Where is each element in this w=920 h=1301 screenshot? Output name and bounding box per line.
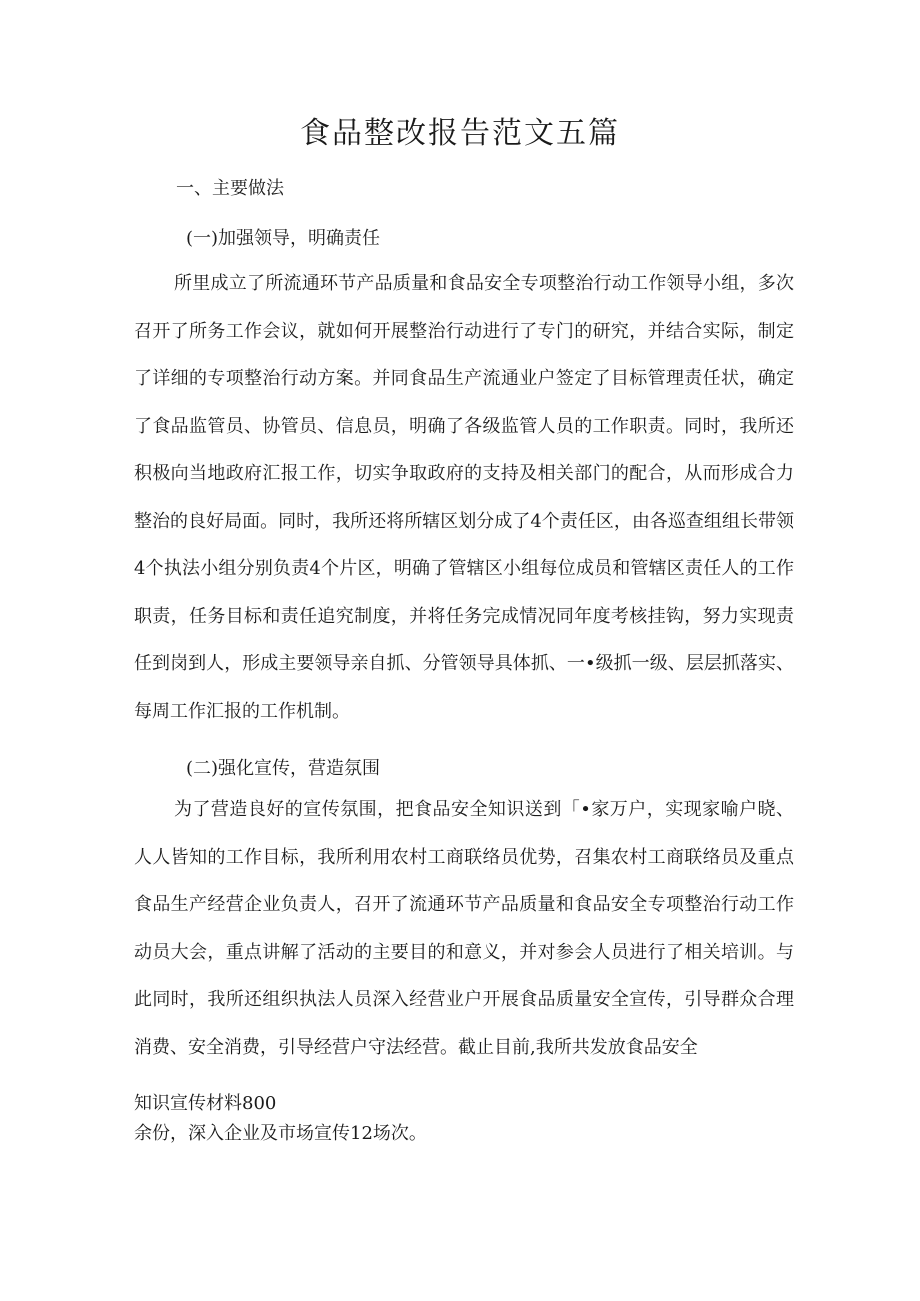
document-title: 食品整改报告范文五篇 [300, 116, 620, 151]
paragraph-tail-line-1: 知识宣传材料800 [134, 1093, 277, 1114]
paragraph-tail-line-2: 余份，深入企业及市场宣传12场次。 [134, 1123, 427, 1144]
section-heading-main-practices: 一、主要做法 [176, 178, 284, 199]
paragraph-leadership: 所里成立了所流通环节产品质量和食品安全专项整治行动工作领导小组，多次召开了所务工作会议，就如何开展整治行动进行了专门的研究，并结合实际，制定了详细的专项整治行动方案。并同食品生产流通业户签定了目标管理责任状，确定了食品监管员、协管员、信息员，明确了各级监管人员的工作职责。同时，我所还积极向当地政府汇报工作，切实争取政府的支持及相关部门的配合，从而形成合力整治的良好局面。同时，我所还将所辖区划分成了4个责任区，由各巡查组组长带领4个执法小组分别负责4个片区，明确了管辖区小组每位成员和管辖区责任人的工作职责，任务目标和责任追究制度，并将任务完成情况同年度考核挂钩，努力实现责任到岗到人，形成主要领导亲自抓、分管领导具体抓、一•级抓一级、层层抓落实、每周工作汇报的工作机制。 [134, 273, 794, 722]
paragraph-publicity: 为了营造良好的宣传氛围，把食品安全知识送到「•家万户，实现家喻户晓、人人皆知的工作目标，我所利用农村工商联络员优势，召集农村工商联络员及重点食品生产经营企业负责人，召开了流通环节产品质量和食品安全专项整治行动工作动员大会，重点讲解了活动的主要目的和意义，并对参会人员进行了相关培训。与此同时，我所还组织执法人员深入经营业户开展食品质量安全宣传，引导群众合理消费、安全消费，引导经营户守法经营。截止目前,我所共发放食品安全 [134, 799, 794, 1058]
subsection-heading-publicity: (二)强化宣传，营造氛围 [186, 758, 381, 779]
subsection-heading-leadership: (一)加强领导，明确责任 [186, 228, 381, 249]
